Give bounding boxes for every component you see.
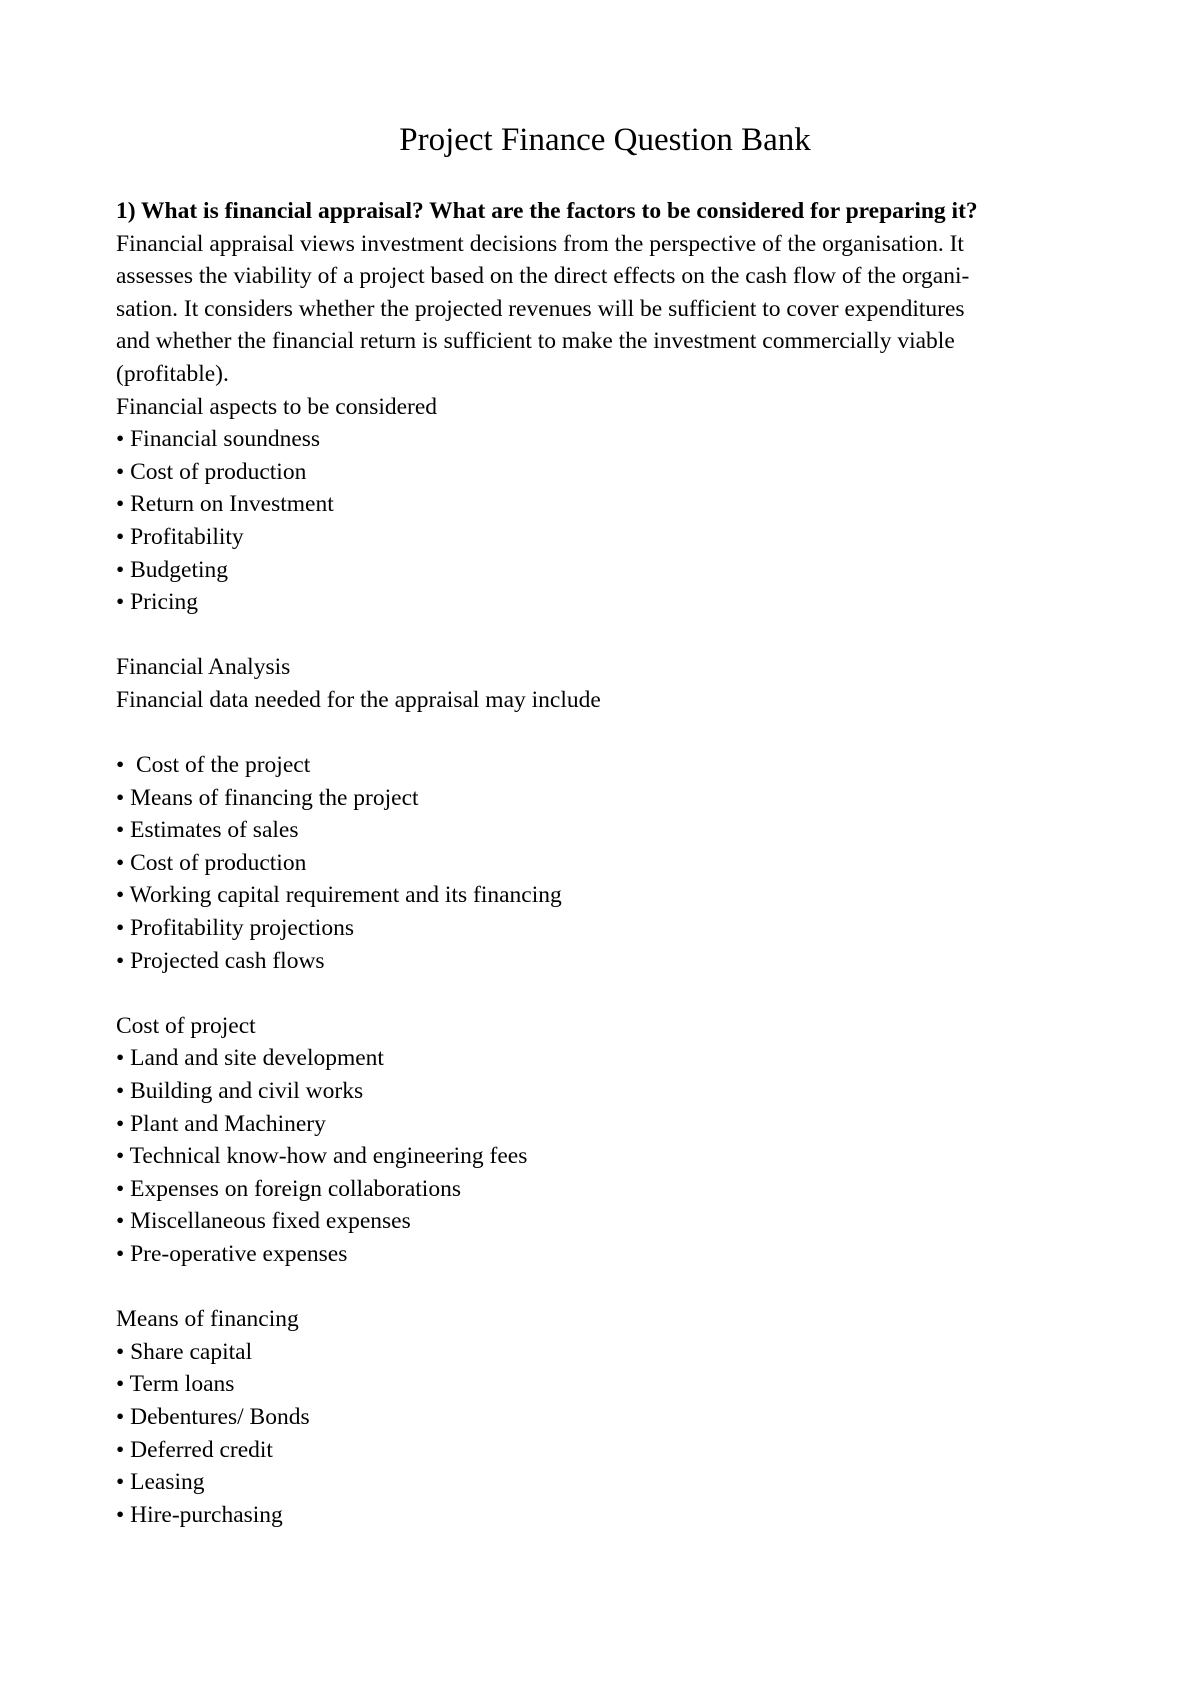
list-item: • Profitability projections	[116, 915, 354, 942]
list-item: • Technical know-how and engineering fees	[116, 1143, 528, 1170]
list-item: • Profitability	[116, 523, 244, 550]
spacer	[116, 717, 1096, 750]
list-item: • Plant and Machinery	[116, 1110, 326, 1137]
financial-aspects-section	[116, 391, 1096, 619]
list-item: • Cost of the project	[116, 752, 311, 779]
section-heading: Means of financing	[116, 1306, 299, 1333]
list-item: • Working capital requirement and its financing	[116, 882, 562, 909]
section-heading: Cost of project	[116, 1012, 256, 1039]
paragraph-line: (profitable).	[116, 360, 229, 387]
document-body	[116, 195, 1096, 1531]
question-heading: 1) What is financial appraisal? What are the factors to be considered for preparing it?	[116, 198, 978, 224]
list-item: • Estimates of sales	[116, 817, 299, 844]
means-of-financing-section	[116, 1303, 1096, 1531]
list-item: • Cost of production	[116, 849, 307, 876]
paragraph-line: assesses the viability of a project based on the direct effects on the cash flow of the organi-	[116, 263, 970, 290]
spacer	[116, 1271, 1096, 1304]
page-title: Project Finance Question Bank	[399, 122, 811, 158]
answer-paragraph	[116, 228, 1096, 391]
list-item: • Financial soundness	[116, 426, 321, 453]
list-item: • Pre-operative expenses	[116, 1241, 348, 1267]
list-item: • Debentures/ Bonds	[116, 1403, 310, 1430]
paragraph-line: and whether the financial return is sufficient to make the investment commercially viable	[116, 328, 955, 355]
paragraph-line: sation. It considers whether the projected revenues will be sufficient to cover expenditures	[116, 295, 965, 322]
list-item: • Miscellaneous fixed expenses	[116, 1208, 411, 1235]
list-item: • Pricing	[116, 589, 198, 616]
list-item: • Budgeting	[116, 556, 229, 583]
spacer	[116, 977, 1096, 1010]
list-item: • Cost of production	[116, 458, 307, 485]
list-item: • Hire-purchasing	[116, 1501, 283, 1528]
list-item: • Means of financing the project	[116, 784, 419, 811]
list-item: • Share capital	[116, 1338, 253, 1365]
list-item: • Building and civil works	[116, 1078, 364, 1105]
paragraph-line: Financial appraisal views investment decisions from the perspective of the organisation. It	[116, 230, 964, 257]
list-item: • Deferred credit	[116, 1436, 273, 1463]
section-intro: Financial data needed for the appraisal may include	[116, 686, 601, 713]
financial-analysis-section	[116, 651, 1096, 977]
list-item: • Projected cash flows	[116, 947, 325, 974]
list-item: • Return on Investment	[116, 491, 334, 518]
section-heading: Financial Analysis	[116, 654, 291, 681]
list-item: • Land and site development	[116, 1045, 384, 1072]
section-heading: Financial aspects to be considered	[116, 393, 438, 420]
list-item: • Leasing	[116, 1469, 205, 1496]
list-item: • Expenses on foreign collaborations	[116, 1175, 461, 1202]
list-item: • Term loans	[116, 1371, 235, 1398]
spacer	[116, 619, 1096, 652]
cost-of-project-section	[116, 1010, 1096, 1271]
